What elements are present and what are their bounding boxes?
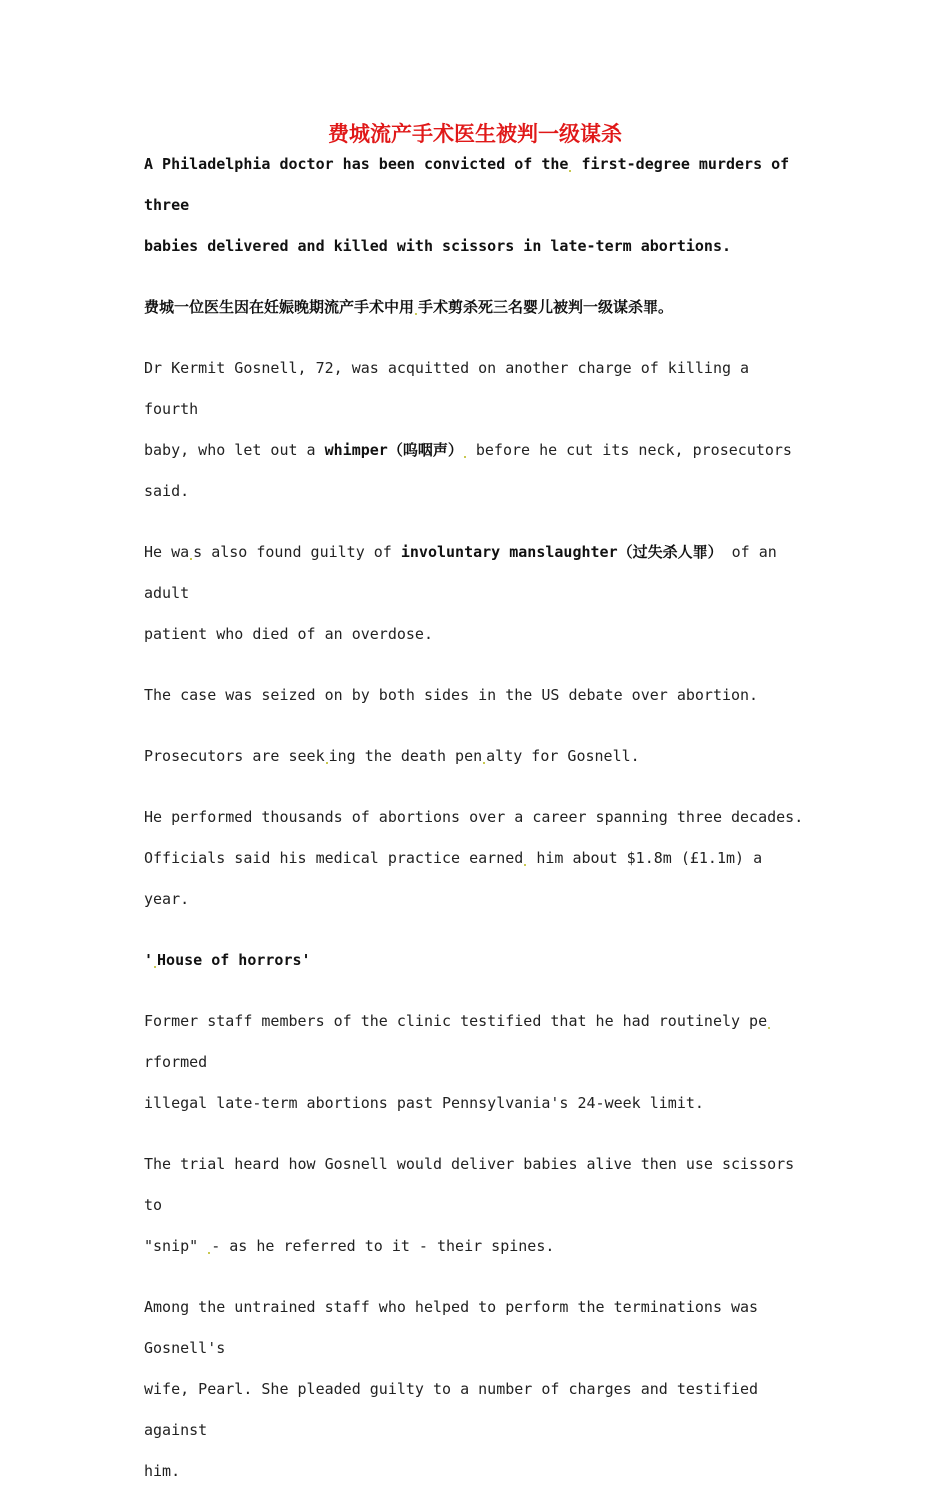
text-run: Former staff members of the clinic testified that he had routinely pe xyxy=(144,1012,768,1030)
document-page xyxy=(144,118,806,1512)
text-run: of an adult xyxy=(144,543,777,602)
text-run: Prosecutors are seek xyxy=(144,747,325,765)
paragraph-3 xyxy=(144,348,806,512)
paragraph-10-line-1: Among the untrained staff who helped to perform the terminations was Gosnell's xyxy=(144,1298,759,1357)
paragraph-4-line-2: patient who died of an overdose. xyxy=(144,625,433,643)
mark-dot xyxy=(464,456,466,458)
text-run: 手术剪杀死三名婴儿被判一级谋杀罪。 xyxy=(418,298,674,316)
paragraph-1 xyxy=(144,144,806,267)
paragraph-1-line-1 xyxy=(144,144,806,226)
mark-dot xyxy=(483,762,485,764)
paragraph-9-line-2 xyxy=(144,1226,806,1267)
mark-dot xyxy=(154,966,156,968)
text-run: A Philadelphia doctor has been convicted of the xyxy=(144,155,569,173)
paragraph-1-line-2: babies delivered and killed with scissors in late-term abortions. xyxy=(144,237,731,255)
subheading-house-of-horrors xyxy=(144,940,806,981)
mark-dot xyxy=(415,313,417,315)
paragraph-10-line-3: him. xyxy=(144,1462,181,1480)
paragraph-3-line-2 xyxy=(144,430,806,471)
paragraph-10 xyxy=(144,1287,806,1492)
paragraph-2 xyxy=(144,287,806,328)
text-run: House of horrors' xyxy=(157,951,311,969)
text-run: He wa xyxy=(144,543,190,561)
text-run: - as he referred to it - their spines. xyxy=(211,1237,555,1255)
mark-dot xyxy=(768,1027,770,1029)
paragraph-8-line-2: illegal late-term abortions past Pennsylvania's 24-week limit. xyxy=(144,1094,704,1112)
paragraph-6 xyxy=(144,736,806,777)
mark-dot xyxy=(190,558,192,560)
text-run: rformed xyxy=(144,1053,208,1071)
text-run: s also found guilty of xyxy=(193,543,401,561)
paragraph-3-line-1: Dr Kermit Gosnell, 72, was acquitted on another charge of killing a fourth xyxy=(144,359,750,418)
mark-dot xyxy=(524,864,526,866)
text-run: 费城一位医生因在妊娠晚期流产手术中用 xyxy=(144,298,415,316)
text-run: baby, who let out a xyxy=(144,441,325,459)
paragraph-9-line-1: The trial heard how Gosnell would deliver babies alive then use scissors to xyxy=(144,1155,795,1214)
text-run: ' xyxy=(144,951,154,969)
mark-dot xyxy=(208,1252,210,1254)
keyword-involuntary-manslaughter: involuntary manslaughter（过失杀人罪） xyxy=(400,543,723,561)
text-run: first-degree murders of three xyxy=(144,155,790,214)
paragraph-4 xyxy=(144,532,806,655)
paragraph-4-line-1 xyxy=(144,532,806,614)
text-run: him about $1.8m (£1.1m) a year. xyxy=(144,849,763,908)
paragraph-7-line-1: He performed thousands of abortions over a career spanning three decades. xyxy=(144,808,804,826)
document-title: 费城流产手术医生被判一级谋杀 xyxy=(328,121,622,146)
paragraph-10-line-2: wife, Pearl. She pleaded guilty to a number of charges and testified against xyxy=(144,1380,759,1439)
paragraph-7-line-2 xyxy=(144,838,806,920)
mark-dot xyxy=(326,762,328,764)
paragraph-8-line-1 xyxy=(144,1001,806,1083)
text-run: alty for Gosnell. xyxy=(486,747,640,765)
paragraph-3-line-3: said. xyxy=(144,482,190,500)
text-run: "snip" xyxy=(144,1237,208,1255)
text-run: ing the death pen xyxy=(328,747,483,765)
paragraph-9 xyxy=(144,1144,806,1267)
paragraph-5: The case was seized on by both sides in the US debate over abortion. xyxy=(144,686,759,704)
text-run: Officials said his medical practice earned xyxy=(144,849,524,867)
keyword-whimper: whimper（呜咽声） xyxy=(324,441,463,459)
paragraph-8 xyxy=(144,1001,806,1124)
paragraph-7 xyxy=(144,797,806,920)
text-run: before he cut its neck, prosecutors xyxy=(466,441,792,459)
